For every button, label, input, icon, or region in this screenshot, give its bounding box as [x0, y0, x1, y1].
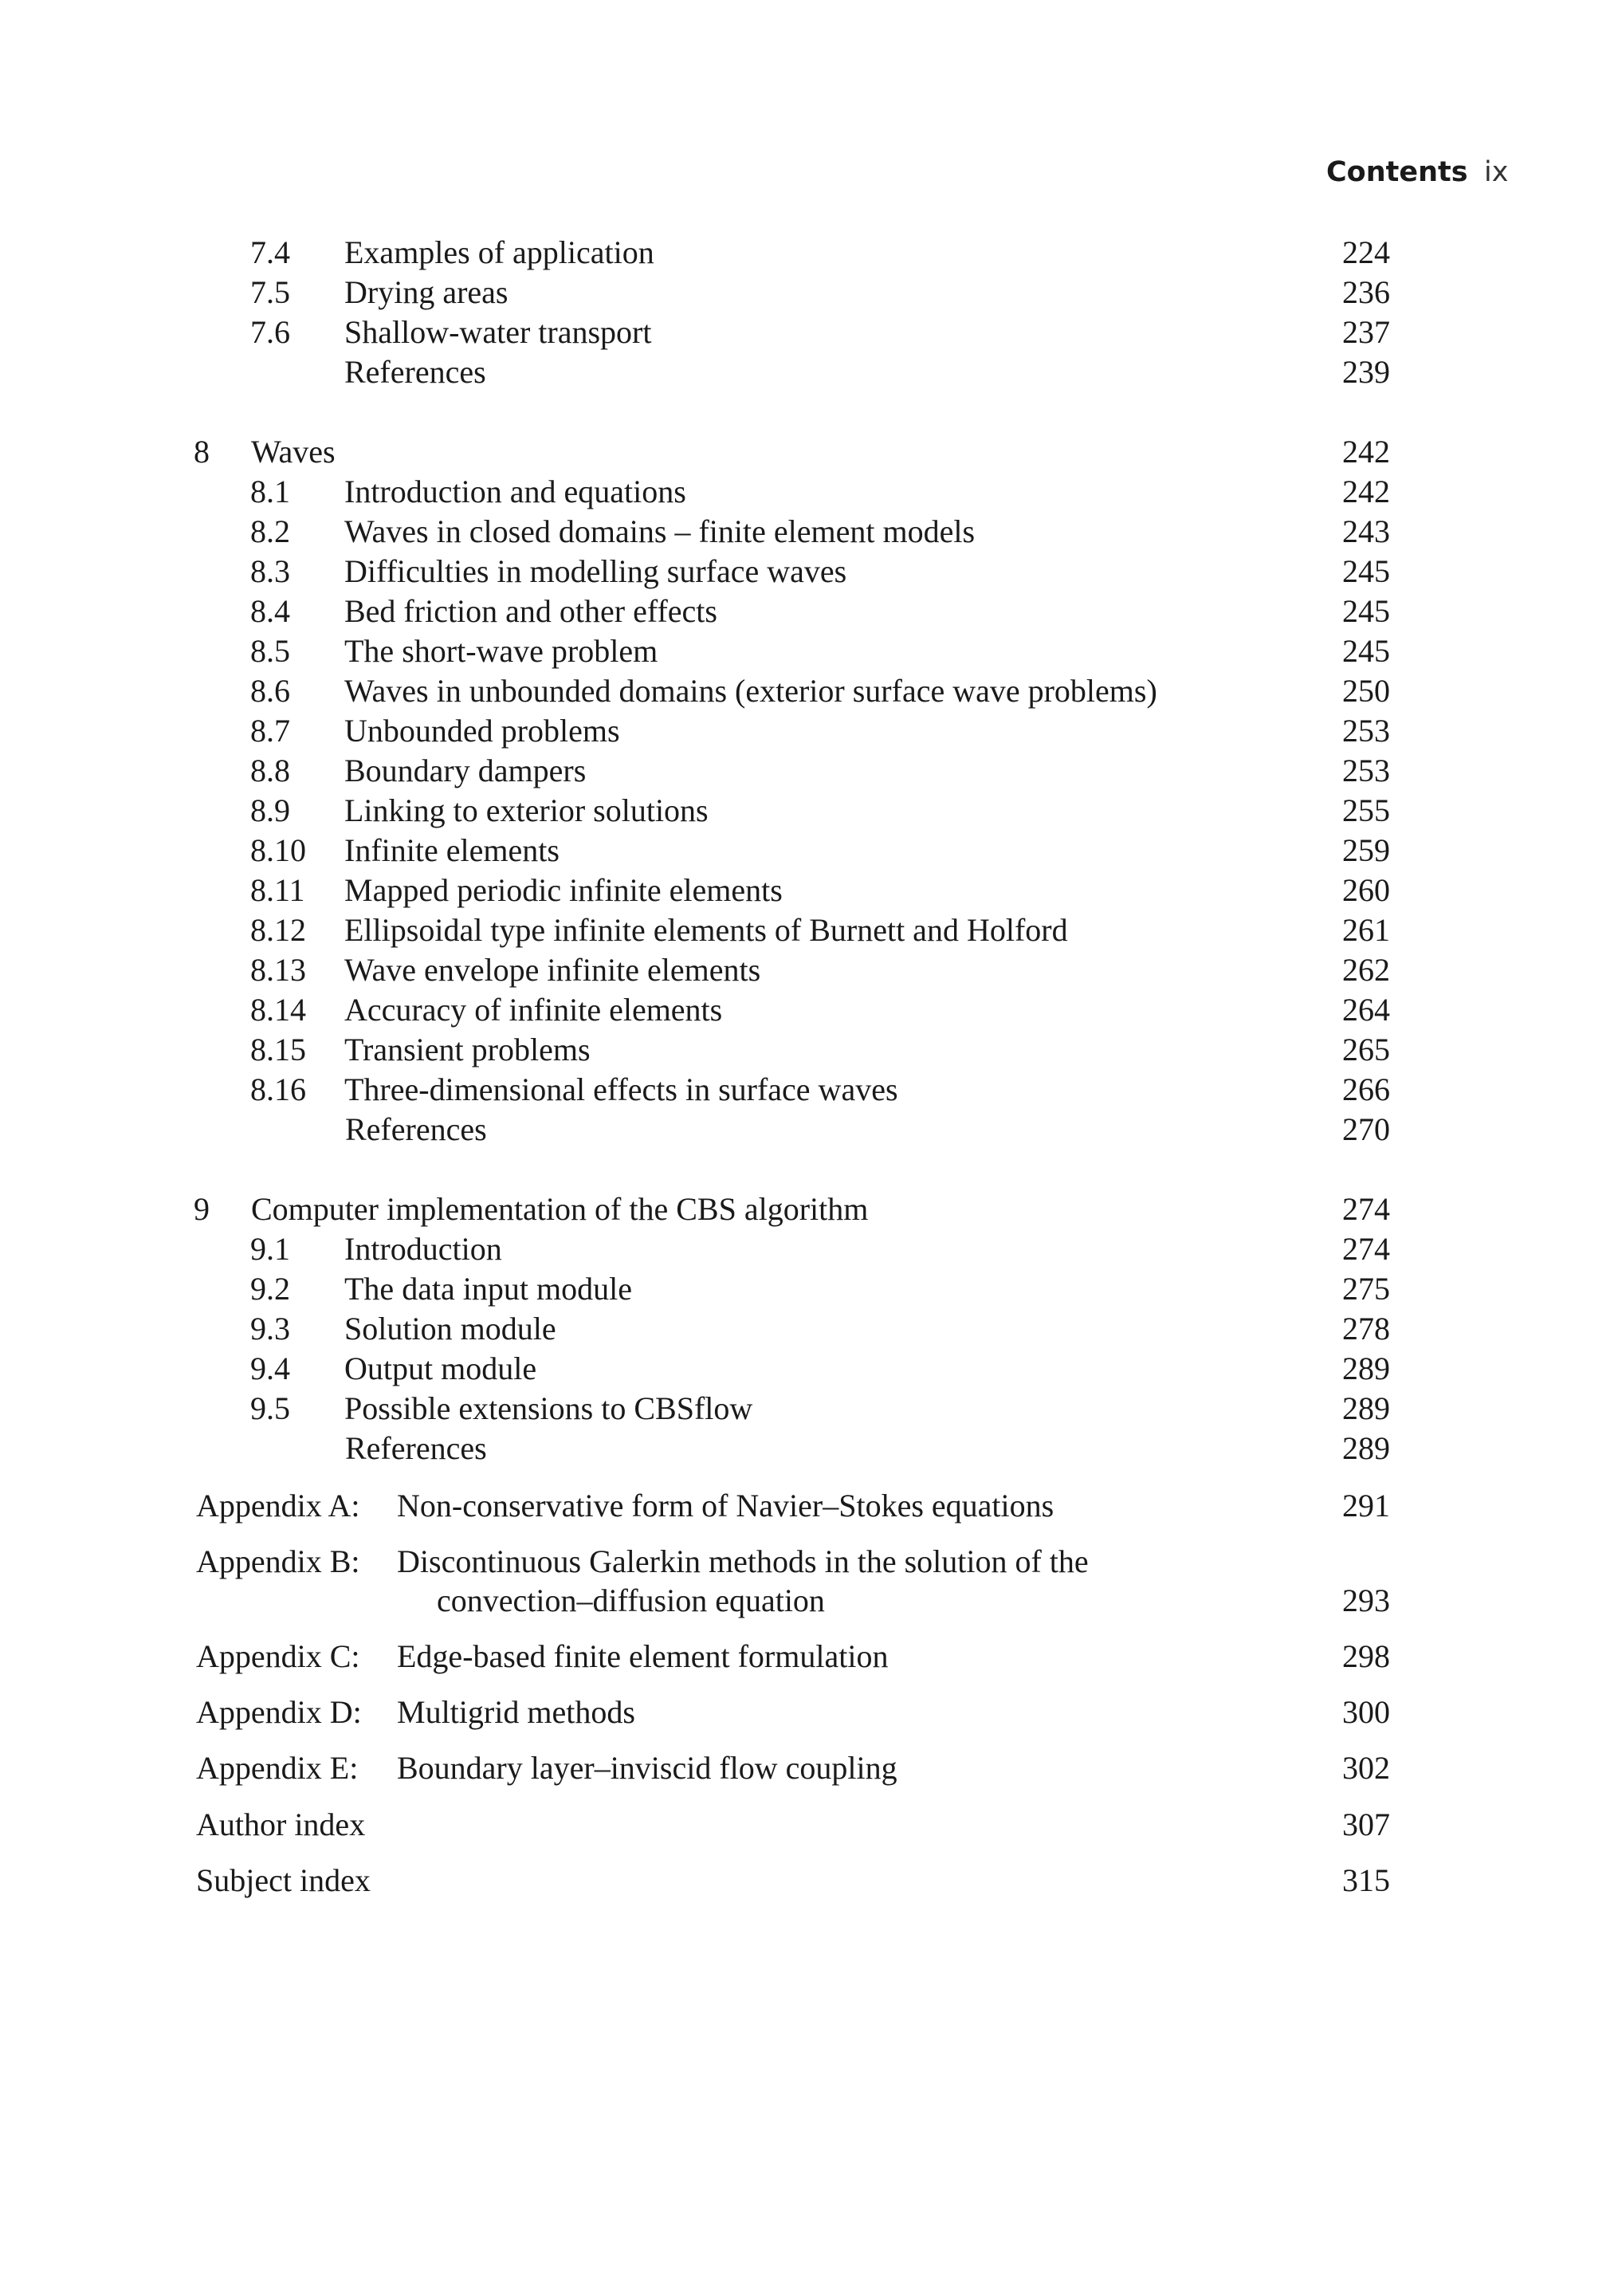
page-ref: 262	[1342, 952, 1390, 988]
section-title: Bed friction and other effects	[344, 593, 717, 629]
section-title: Ellipsoidal type infinite elements of Burnett and Holford	[344, 912, 1068, 948]
page-number: ix	[1484, 156, 1509, 188]
toc-section-9-3[interactable]	[0, 1310, 1614, 1348]
toc-references-ch7[interactable]	[0, 353, 1614, 391]
section-number: 8.6	[250, 673, 290, 709]
toc-section-8-13[interactable]	[0, 951, 1614, 989]
page-ref: 237	[1342, 314, 1390, 350]
page-ref: 302	[1342, 1750, 1390, 1786]
section-number: 9.5	[250, 1390, 290, 1426]
appendix-title-line2: convection–diffusion equation	[437, 1582, 825, 1618]
toc-appendix-c[interactable]	[0, 1637, 1614, 1676]
section-title: References	[345, 1111, 487, 1147]
appendix-label: Appendix E:	[196, 1750, 359, 1786]
toc-author-index[interactable]	[0, 1806, 1614, 1844]
section-number: 8.14	[250, 992, 306, 1028]
page-ref: 293	[1342, 1582, 1390, 1618]
toc-appendix-d[interactable]	[0, 1693, 1614, 1732]
toc-section-8-12[interactable]	[0, 911, 1614, 949]
section-title: Linking to exterior solutions	[344, 792, 709, 828]
page-ref: 307	[1342, 1807, 1390, 1842]
toc-section-7-6[interactable]	[0, 313, 1614, 352]
section-title: Examples of application	[344, 234, 654, 270]
toc-appendix-a[interactable]	[0, 1487, 1614, 1525]
page-ref: 274	[1342, 1231, 1390, 1267]
appendix-label: Appendix B:	[196, 1543, 360, 1579]
section-title: Difficulties in modelling surface waves	[344, 553, 847, 589]
chapter-number: 9	[194, 1191, 210, 1227]
toc-chapter-8[interactable]	[0, 433, 1614, 471]
page-ref: 300	[1342, 1694, 1390, 1730]
section-number: 8.11	[250, 872, 305, 908]
page-ref: 264	[1342, 992, 1390, 1028]
page-ref: 255	[1342, 792, 1390, 828]
page-ref: 250	[1342, 673, 1390, 709]
toc-section-8-7[interactable]	[0, 712, 1614, 750]
appendix-title: Non-conservative form of Navier–Stokes equations	[397, 1488, 1054, 1523]
running-header	[0, 156, 1614, 196]
page-ref: 245	[1342, 633, 1390, 669]
section-title: Infinite elements	[344, 832, 560, 868]
toc-section-8-1[interactable]	[0, 473, 1614, 511]
running-header-title: Contents	[1326, 156, 1468, 188]
page-ref: 245	[1342, 593, 1390, 629]
page-ref: 242	[1342, 474, 1390, 509]
toc-section-8-4[interactable]	[0, 592, 1614, 631]
toc-section-9-2[interactable]	[0, 1270, 1614, 1308]
appendix-label: Appendix A:	[196, 1488, 360, 1523]
appendix-label: Appendix C:	[196, 1638, 360, 1674]
toc-section-8-3[interactable]	[0, 552, 1614, 591]
page-ref: 289	[1342, 1390, 1390, 1426]
section-title: Solution module	[344, 1311, 556, 1347]
page-ref: 245	[1342, 553, 1390, 589]
section-title: References	[345, 1430, 487, 1466]
toc-section-7-4[interactable]	[0, 234, 1614, 272]
index-title: Author index	[196, 1807, 366, 1842]
appendix-title: Multigrid methods	[397, 1694, 635, 1730]
section-number: 7.4	[250, 234, 290, 270]
section-title: The data input module	[344, 1271, 633, 1307]
toc-section-9-4[interactable]	[0, 1350, 1614, 1388]
section-title: Introduction and equations	[344, 474, 686, 509]
page-ref: 289	[1342, 1430, 1390, 1466]
section-number: 8.15	[250, 1032, 306, 1067]
chapter-title: Computer implementation of the CBS algorithm	[251, 1191, 869, 1227]
section-number: 8.4	[250, 593, 290, 629]
section-number: 8.10	[250, 832, 306, 868]
page-ref: 236	[1342, 274, 1390, 310]
toc-appendix-e[interactable]	[0, 1749, 1614, 1787]
toc-section-8-15[interactable]	[0, 1031, 1614, 1069]
page-ref: 278	[1342, 1311, 1390, 1347]
page-ref: 253	[1342, 753, 1390, 788]
toc-references-ch9[interactable]	[0, 1429, 1614, 1468]
toc-section-8-2[interactable]	[0, 513, 1614, 551]
section-title: Output module	[344, 1350, 537, 1386]
toc-subject-index[interactable]	[0, 1862, 1614, 1900]
section-number: 8.8	[250, 753, 290, 788]
toc-section-8-11[interactable]	[0, 871, 1614, 910]
page-ref: 242	[1342, 434, 1390, 470]
section-title: Possible extensions to CBSflow	[344, 1390, 753, 1426]
section-number: 8.1	[250, 474, 290, 509]
section-title: Waves in unbounded domains (exterior surface wave problems)	[344, 673, 1157, 709]
section-number: 9.4	[250, 1350, 290, 1386]
section-title: Waves in closed domains – finite element models	[344, 513, 976, 549]
section-title: Drying areas	[344, 274, 509, 310]
page-ref: 260	[1342, 872, 1390, 908]
section-title: Accuracy of infinite elements	[344, 992, 723, 1028]
section-number: 9.3	[250, 1311, 290, 1347]
toc-section-8-10[interactable]	[0, 832, 1614, 870]
toc-section-7-5[interactable]	[0, 273, 1614, 312]
page-ref: 243	[1342, 513, 1390, 549]
section-title: Boundary dampers	[344, 753, 587, 788]
page-ref: 259	[1342, 832, 1390, 868]
section-number: 7.6	[250, 314, 290, 350]
section-title: Unbounded problems	[344, 713, 620, 749]
section-number: 9.1	[250, 1231, 290, 1267]
page-ref: 265	[1342, 1032, 1390, 1067]
section-title: References	[344, 354, 486, 390]
index-title: Subject index	[196, 1862, 371, 1898]
page-ref: 298	[1342, 1638, 1390, 1674]
section-title: Introduction	[344, 1231, 502, 1267]
section-number: 8.7	[250, 713, 290, 749]
toc-appendix-b-continued[interactable]	[0, 1582, 1614, 1620]
page-ref: 315	[1342, 1862, 1390, 1898]
page-ref: 274	[1342, 1191, 1390, 1227]
toc-section-8-9[interactable]	[0, 792, 1614, 830]
appendix-title: Boundary layer–inviscid flow coupling	[397, 1750, 897, 1786]
appendix-title: Edge-based finite element formulation	[397, 1638, 889, 1674]
toc-section-9-1[interactable]	[0, 1230, 1614, 1268]
section-title: The short-wave problem	[344, 633, 658, 669]
section-number: 8.9	[250, 792, 290, 828]
toc-references-ch8[interactable]	[0, 1111, 1614, 1149]
section-title: Transient problems	[344, 1032, 591, 1067]
toc-section-8-8[interactable]	[0, 752, 1614, 790]
section-title: Mapped periodic infinite elements	[344, 872, 783, 908]
section-title: Shallow-water transport	[344, 314, 652, 350]
appendix-label: Appendix D:	[196, 1694, 362, 1730]
page-ref: 261	[1342, 912, 1390, 948]
page-ref: 291	[1342, 1488, 1390, 1523]
toc-section-9-5[interactable]	[0, 1390, 1614, 1428]
section-number: 8.16	[250, 1071, 306, 1107]
section-number: 9.2	[250, 1271, 290, 1307]
page-ref: 266	[1342, 1071, 1390, 1107]
page-ref: 289	[1342, 1350, 1390, 1386]
chapter-number: 8	[194, 434, 210, 470]
toc-appendix-b[interactable]	[0, 1543, 1614, 1581]
appendix-title: Discontinuous Galerkin methods in the solution of the	[397, 1543, 1089, 1579]
section-title: Wave envelope infinite elements	[344, 952, 761, 988]
page-ref: 270	[1342, 1111, 1390, 1147]
toc-chapter-9[interactable]	[0, 1190, 1614, 1229]
section-number: 8.2	[250, 513, 290, 549]
section-number: 8.13	[250, 952, 306, 988]
section-number: 8.5	[250, 633, 290, 669]
toc-section-8-6[interactable]	[0, 672, 1614, 710]
toc-section-8-5[interactable]	[0, 632, 1614, 670]
section-number: 8.12	[250, 912, 306, 948]
toc-section-8-16[interactable]	[0, 1071, 1614, 1109]
page-ref: 239	[1342, 354, 1390, 390]
section-title: Three-dimensional effects in surface waves	[344, 1071, 898, 1107]
page-ref: 253	[1342, 713, 1390, 749]
page-ref: 224	[1342, 234, 1390, 270]
page-ref: 275	[1342, 1271, 1390, 1307]
section-number: 7.5	[250, 274, 290, 310]
chapter-title: Waves	[251, 434, 336, 470]
toc-section-8-14[interactable]	[0, 991, 1614, 1029]
section-number: 8.3	[250, 553, 290, 589]
